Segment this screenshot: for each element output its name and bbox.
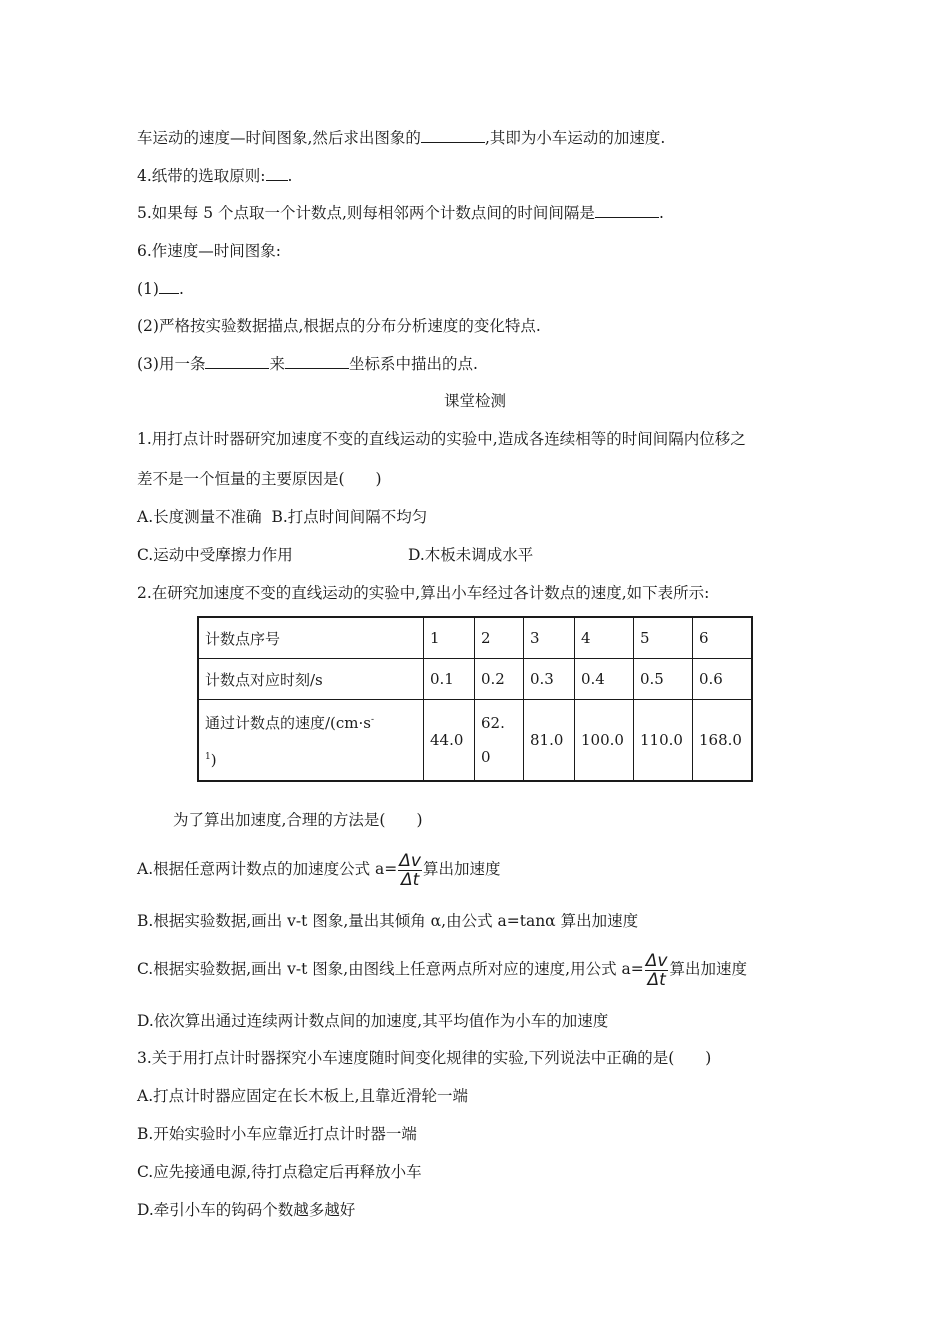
table-cell: 0.2 xyxy=(475,659,524,700)
q2-option-a-tail: 算出加速度 xyxy=(422,860,501,878)
table-cell: 2 xyxy=(475,617,524,659)
table-row xyxy=(198,700,752,782)
q1-stem-line2: 差不是一个恒量的主要原因是( ) xyxy=(137,470,382,488)
q1-stem-line1: 1.用打点计时器研究加速度不变的直线运动的实验中,造成各连续相等的时间间隔内位移之 xyxy=(137,430,746,448)
line3-text-a: 5.如果每 5 个点取一个计数点,则每相邻两个计数点间的时间间隔是 xyxy=(137,204,595,222)
fraction-denominator: Δt xyxy=(400,869,420,890)
line1-text-b: ,其即为小车运动的加速度. xyxy=(484,129,666,147)
q1-option-a[interactable]: A.长度测量不准确 xyxy=(137,508,262,526)
q1-options-cd xyxy=(137,545,533,565)
answer-blank[interactable] xyxy=(266,166,288,181)
line2-text-a: 4.纸带的选取原则: xyxy=(137,167,266,185)
line5-text-a: (1) xyxy=(137,280,159,298)
text-line-1 xyxy=(137,128,665,148)
table-cell: 0.6 xyxy=(693,659,753,700)
q2-option-c-tail: 算出加速度 xyxy=(669,960,747,978)
line5-text-b: . xyxy=(178,280,184,298)
q2-prompt: 为了算出加速度,合理的方法是( ) xyxy=(173,811,423,829)
line7-text-c: 坐标系中描出的点. xyxy=(348,355,478,373)
table-row-label xyxy=(198,700,424,782)
line7-text-b: 来 xyxy=(269,355,285,373)
table-cell: 62. 0 xyxy=(475,700,524,782)
table-cell: 44.0 xyxy=(424,700,475,782)
table-row xyxy=(198,659,752,700)
q3-option-a[interactable]: A.打点计时器应固定在长木板上,且靠近滑轮一端 xyxy=(137,1087,469,1105)
text-line-2 xyxy=(137,166,292,186)
table-cell: 110.0 xyxy=(634,700,693,782)
answer-blank[interactable] xyxy=(285,354,349,369)
table-cell: 168.0 xyxy=(693,700,753,782)
text-line-4: 6.作速度—时间图象: xyxy=(137,242,282,260)
text-line-5 xyxy=(137,279,184,299)
answer-blank[interactable] xyxy=(205,354,269,369)
q2-option-a-text: A.根据任意两计数点的加速度公式 a= xyxy=(137,860,398,878)
text-line-6: (2)严格按实验数据描点,根据点的分布分析速度的变化特点. xyxy=(137,317,541,335)
q3-stem: 3.关于用打点计时器探究小车速度随时间变化规律的实验,下列说法中正确的是( ) xyxy=(137,1049,712,1067)
table-cell: 0.5 xyxy=(634,659,693,700)
answer-blank[interactable] xyxy=(421,128,485,143)
table-cell: 1 xyxy=(424,617,475,659)
table-cell: 0.3 xyxy=(524,659,575,700)
table-cell: 81.0 xyxy=(524,700,575,782)
fraction-denominator: Δt xyxy=(647,969,666,990)
line2-text-b: . xyxy=(287,167,293,185)
q2-option-c[interactable] xyxy=(137,949,747,989)
line3-text-b: . xyxy=(658,204,664,222)
q1-option-c[interactable]: C.运动中受摩擦力作用 xyxy=(137,546,293,564)
table-row-label: 计数点序号 xyxy=(198,617,424,659)
q3-option-b[interactable]: B.开始实验时小车应靠近打点计时器一端 xyxy=(137,1125,417,1143)
table-cell: 0.1 xyxy=(424,659,475,700)
answer-blank[interactable] xyxy=(159,279,179,294)
q2-option-a[interactable] xyxy=(137,849,501,889)
q2-stem: 2.在研究加速度不变的直线运动的实验中,算出小车经过各计数点的速度,如下表所示: xyxy=(137,584,710,602)
q1-option-d[interactable]: D.木板未调成水平 xyxy=(408,546,534,564)
fraction xyxy=(645,952,669,989)
velocity-table xyxy=(197,616,753,782)
velocity-label-sup: 1 xyxy=(205,752,211,762)
table-cell: 6 xyxy=(693,617,753,659)
q2-option-d[interactable]: D.依次算出通过连续两计数点间的加速度,其平均值作为小车的加速度 xyxy=(137,1012,609,1030)
velocity-label-text: 通过计数点的速度/(cm·s xyxy=(205,714,371,732)
table-cell: 5 xyxy=(634,617,693,659)
table-row xyxy=(198,617,752,659)
line1-text-a: 车运动的速度—时间图象,然后求出图象的 xyxy=(137,129,421,147)
velocity-label-close: ) xyxy=(210,751,217,769)
text-line-3 xyxy=(137,203,664,223)
table-cell: 4 xyxy=(575,617,634,659)
table-cell: 3 xyxy=(524,617,575,659)
text-line-7 xyxy=(137,354,478,374)
q1-options-ab xyxy=(137,507,427,527)
q1-option-b[interactable]: B.打点时间间隔不均匀 xyxy=(271,508,428,526)
fraction-numerator: Δv xyxy=(645,950,668,971)
table-cell: 100.0 xyxy=(575,700,634,782)
q3-option-c[interactable]: C.应先接通电源,待打点稳定后再释放小车 xyxy=(137,1163,422,1181)
q3-option-d[interactable]: D.牵引小车的钩码个数越多越好 xyxy=(137,1201,356,1219)
table-row-label: 计数点对应时刻/s xyxy=(198,659,424,700)
section-title: 课堂检测 xyxy=(443,392,506,410)
fraction xyxy=(398,852,422,889)
fraction-numerator: Δv xyxy=(399,850,421,871)
velocity-label-sup: - xyxy=(371,715,375,725)
line7-text-a: (3)用一条 xyxy=(137,355,206,373)
q2-option-b[interactable]: B.根据实验数据,画出 v-t 图象,量出其倾角 α,由公式 a=tanα 算出加速度 xyxy=(137,912,639,930)
q2-option-c-text: C.根据实验数据,画出 v-t 图象,由图线上任意两点所对应的速度,用公式 a= xyxy=(137,960,644,978)
table-cell: 0.4 xyxy=(575,659,634,700)
answer-blank[interactable] xyxy=(595,203,659,218)
